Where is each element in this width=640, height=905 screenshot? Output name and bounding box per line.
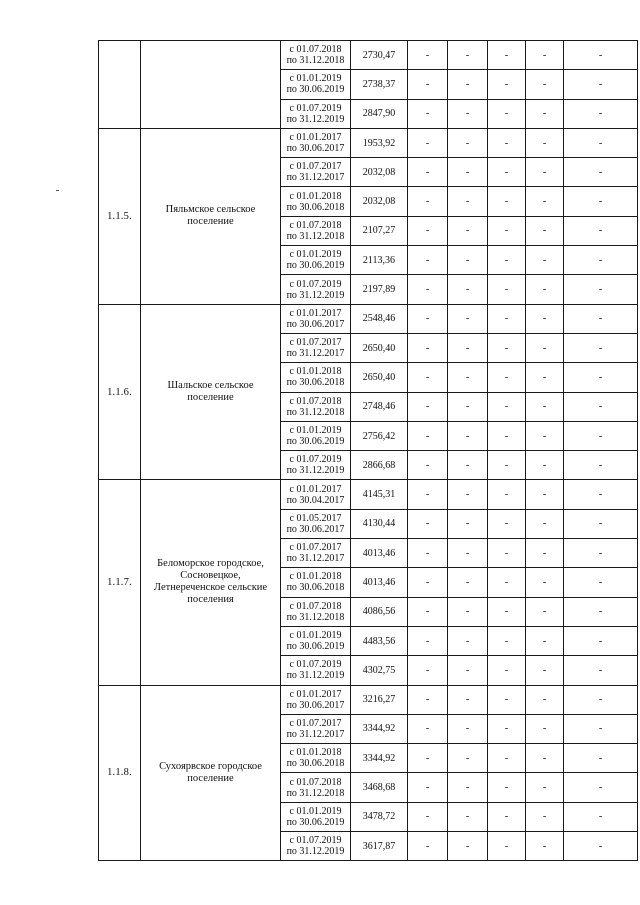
empty-value-dash: - [564, 70, 638, 99]
empty-value-dash: - [488, 539, 526, 568]
table-body [99, 41, 638, 861]
period-from: с 01.01.2018 [289, 190, 342, 202]
empty-value-dash: - [408, 539, 448, 568]
period-cell [281, 597, 351, 626]
period-from: с 01.07.2018 [289, 776, 342, 788]
settlement-name-line: Пяльмское сельское [165, 204, 256, 216]
empty-value-dash: - [488, 744, 526, 773]
period-from: с 01.07.2019 [289, 835, 342, 847]
empty-value-dash: - [448, 304, 488, 333]
period-cell [281, 246, 351, 275]
empty-value-dash: - [408, 451, 448, 480]
empty-value-dash: - [526, 158, 564, 187]
empty-value-dash: - [448, 41, 488, 70]
tariff-value: 3478,72 [351, 802, 408, 831]
empty-value-dash: - [408, 480, 448, 509]
empty-value-dash: - [408, 597, 448, 626]
empty-value-dash: - [408, 275, 448, 304]
period-from: с 01.01.2019 [289, 73, 342, 85]
period-to: по 30.06.2017 [286, 143, 345, 155]
empty-value-dash: - [564, 773, 638, 802]
empty-value-dash: - [564, 685, 638, 714]
empty-value-dash: - [448, 246, 488, 275]
empty-value-dash: - [408, 802, 448, 831]
empty-value-dash: - [564, 832, 638, 861]
tariff-value: 3468,68 [351, 773, 408, 802]
empty-value-dash: - [526, 41, 564, 70]
settlement-name-line: Сухоярвское городское [159, 760, 262, 772]
period-from: с 01.01.2019 [289, 249, 342, 261]
empty-value-dash: - [408, 99, 448, 128]
empty-value-dash: - [526, 509, 564, 538]
empty-value-dash: - [408, 333, 448, 362]
empty-value-dash: - [564, 421, 638, 450]
empty-value-dash: - [448, 216, 488, 245]
period-cell [281, 802, 351, 831]
tariff-value: 4013,46 [351, 568, 408, 597]
period-to: по 31.12.2019 [286, 289, 345, 301]
empty-value-dash: - [526, 392, 564, 421]
period-cell [281, 509, 351, 538]
empty-value-dash: - [564, 392, 638, 421]
table-row [99, 480, 638, 509]
empty-value-dash: - [526, 714, 564, 743]
table-row [99, 41, 638, 70]
tariff-value: 2730,47 [351, 41, 408, 70]
empty-value-dash: - [488, 568, 526, 597]
tariff-value: 2847,90 [351, 99, 408, 128]
empty-value-dash: - [564, 246, 638, 275]
period-cell [281, 568, 351, 597]
tariff-value: 4302,75 [351, 656, 408, 685]
scan-mark [56, 190, 59, 191]
empty-value-dash: - [408, 568, 448, 597]
empty-value-dash: - [526, 539, 564, 568]
period-cell [281, 421, 351, 450]
period-cell [281, 832, 351, 861]
period-cell [281, 99, 351, 128]
tariff-value: 2748,46 [351, 392, 408, 421]
empty-value-dash: - [526, 656, 564, 685]
period-from: с 01.01.2019 [289, 425, 342, 436]
empty-value-dash: - [488, 714, 526, 743]
period-cell [281, 714, 351, 743]
settlement-name-line: Летнереченское сельские [153, 582, 268, 594]
period-from: с 01.01.2018 [289, 366, 342, 378]
empty-value-dash: - [448, 714, 488, 743]
period-cell [281, 773, 351, 802]
period-from: с 01.07.2017 [289, 717, 342, 729]
period-to: по 31.12.2019 [286, 846, 345, 858]
period-to: по 31.12.2017 [286, 172, 345, 184]
empty-value-dash: - [408, 509, 448, 538]
empty-value-dash: - [448, 773, 488, 802]
period-to: по 31.12.2018 [286, 406, 345, 418]
settlement-name-line: Беломорское городское, [157, 558, 264, 570]
table-row [99, 128, 638, 157]
period-from: с 01.07.2018 [289, 44, 342, 56]
empty-value-dash: - [564, 275, 638, 304]
tariff-table [98, 40, 638, 861]
empty-value-dash: - [408, 128, 448, 157]
period-from: с 01.01.2017 [289, 688, 342, 700]
period-to: по 30.06.2019 [286, 260, 345, 272]
empty-value-dash: - [564, 656, 638, 685]
empty-value-dash: - [564, 451, 638, 480]
period-to: по 30.06.2019 [286, 816, 345, 828]
empty-value-dash: - [564, 216, 638, 245]
empty-value-dash: - [408, 685, 448, 714]
period-to: по 31.12.2019 [286, 465, 345, 477]
tariff-value: 3216,27 [351, 685, 408, 714]
settlement-name [141, 41, 281, 129]
settlement-name-line: Сосновецкое, [180, 570, 241, 582]
empty-value-dash: - [408, 392, 448, 421]
empty-value-dash: - [488, 392, 526, 421]
empty-value-dash: - [526, 744, 564, 773]
empty-value-dash: - [488, 128, 526, 157]
period-from: с 01.01.2017 [289, 307, 342, 319]
empty-value-dash: - [488, 773, 526, 802]
period-cell [281, 187, 351, 216]
period-from: с 01.07.2018 [289, 600, 342, 612]
empty-value-dash: - [488, 99, 526, 128]
empty-value-dash: - [448, 187, 488, 216]
tariff-value: 2107,27 [351, 216, 408, 245]
settlement-name [141, 304, 281, 480]
period-to: по 31.12.2019 [286, 113, 345, 125]
table-row [99, 304, 638, 333]
empty-value-dash: - [526, 421, 564, 450]
empty-value-dash: - [408, 158, 448, 187]
tariff-value: 2113,36 [351, 246, 408, 275]
empty-value-dash: - [526, 480, 564, 509]
empty-value-dash: - [526, 275, 564, 304]
settlement-name [141, 128, 281, 304]
empty-value-dash: - [564, 597, 638, 626]
empty-value-dash: - [526, 216, 564, 245]
item-number [99, 41, 141, 129]
period-to: по 30.06.2018 [286, 758, 345, 770]
period-from: с 01.01.2018 [289, 747, 342, 759]
period-from: с 01.07.2019 [289, 454, 342, 466]
period-cell [281, 685, 351, 714]
empty-value-dash: - [408, 41, 448, 70]
empty-value-dash: - [488, 246, 526, 275]
tariff-value: 2866,68 [351, 451, 408, 480]
empty-value-dash: - [448, 480, 488, 509]
settlement-name-line: поселение [187, 216, 234, 228]
empty-value-dash: - [526, 128, 564, 157]
tariff-value: 2738,37 [351, 70, 408, 99]
empty-value-dash: - [408, 246, 448, 275]
period-from: с 01.07.2017 [289, 542, 342, 554]
empty-value-dash: - [488, 421, 526, 450]
settlement-name [141, 685, 281, 861]
period-to: по 30.06.2019 [286, 84, 345, 96]
empty-value-dash: - [564, 802, 638, 831]
empty-value-dash: - [564, 41, 638, 70]
period-cell [281, 128, 351, 157]
period-to: по 30.06.2017 [286, 699, 345, 711]
settlement-name-line: Шальское сельское [167, 380, 254, 392]
period-from: с 01.07.2017 [289, 337, 342, 349]
empty-value-dash: - [448, 656, 488, 685]
empty-value-dash: - [408, 363, 448, 392]
empty-value-dash: - [488, 41, 526, 70]
empty-value-dash: - [408, 773, 448, 802]
empty-value-dash: - [408, 744, 448, 773]
empty-value-dash: - [526, 70, 564, 99]
item-number: 1.1.6. [99, 304, 141, 480]
empty-value-dash: - [488, 802, 526, 831]
period-cell [281, 392, 351, 421]
empty-value-dash: - [448, 539, 488, 568]
empty-value-dash: - [564, 714, 638, 743]
empty-value-dash: - [448, 392, 488, 421]
empty-value-dash: - [526, 832, 564, 861]
empty-value-dash: - [564, 509, 638, 538]
empty-value-dash: - [448, 802, 488, 831]
period-to: по 30.06.2019 [286, 641, 345, 653]
tariff-value: 1953,92 [351, 128, 408, 157]
period-from: с 01.07.2018 [289, 395, 342, 407]
empty-value-dash: - [488, 509, 526, 538]
period-from: с 01.07.2019 [289, 659, 342, 671]
empty-value-dash: - [488, 158, 526, 187]
period-cell [281, 626, 351, 655]
empty-value-dash: - [564, 480, 638, 509]
empty-value-dash: - [488, 275, 526, 304]
empty-value-dash: - [488, 451, 526, 480]
empty-value-dash: - [488, 626, 526, 655]
period-to: по 31.12.2018 [286, 230, 345, 242]
tariff-value: 2197,89 [351, 275, 408, 304]
settlement-name-line: поселение [187, 392, 234, 404]
tariff-value: 3344,92 [351, 744, 408, 773]
tariff-value: 2548,46 [351, 304, 408, 333]
period-from: с 01.05.2017 [289, 512, 342, 524]
empty-value-dash: - [564, 568, 638, 597]
empty-value-dash: - [488, 656, 526, 685]
empty-value-dash: - [564, 363, 638, 392]
empty-value-dash: - [408, 187, 448, 216]
period-to: по 31.12.2017 [286, 728, 345, 740]
period-to: по 31.12.2019 [286, 670, 345, 682]
empty-value-dash: - [448, 128, 488, 157]
period-to: по 31.12.2018 [286, 55, 345, 67]
empty-value-dash: - [526, 333, 564, 362]
empty-value-dash: - [448, 451, 488, 480]
empty-value-dash: - [564, 539, 638, 568]
empty-value-dash: - [564, 304, 638, 333]
empty-value-dash: - [564, 744, 638, 773]
tariff-value: 2032,08 [351, 158, 408, 187]
tariff-value: 4130,44 [351, 509, 408, 538]
empty-value-dash: - [564, 333, 638, 362]
period-from: с 01.01.2019 [289, 630, 342, 642]
empty-value-dash: - [564, 99, 638, 128]
empty-value-dash: - [488, 304, 526, 333]
table-row [99, 685, 638, 714]
tariff-value: 4013,46 [351, 539, 408, 568]
period-to: по 30.06.2018 [286, 377, 345, 389]
empty-value-dash: - [488, 480, 526, 509]
item-number: 1.1.5. [99, 128, 141, 304]
empty-value-dash: - [526, 363, 564, 392]
period-to: по 31.12.2017 [286, 348, 345, 360]
empty-value-dash: - [448, 568, 488, 597]
empty-value-dash: - [408, 421, 448, 450]
period-to: по 31.12.2018 [286, 611, 345, 623]
empty-value-dash: - [488, 832, 526, 861]
empty-value-dash: - [448, 597, 488, 626]
empty-value-dash: - [448, 421, 488, 450]
period-to: по 31.12.2017 [286, 553, 345, 565]
empty-value-dash: - [488, 70, 526, 99]
empty-value-dash: - [408, 70, 448, 99]
period-from: с 01.01.2018 [289, 571, 342, 583]
tariff-value: 2032,08 [351, 187, 408, 216]
period-to: по 30.06.2018 [286, 582, 345, 594]
empty-value-dash: - [448, 333, 488, 362]
settlement-name-line: поселения [187, 594, 234, 606]
empty-value-dash: - [408, 656, 448, 685]
period-cell [281, 333, 351, 362]
settlement-name-line: поселение [187, 772, 234, 784]
period-cell [281, 70, 351, 99]
empty-value-dash: - [526, 802, 564, 831]
period-to: по 30.06.2018 [286, 201, 345, 213]
empty-value-dash: - [526, 246, 564, 275]
empty-value-dash: - [448, 158, 488, 187]
empty-value-dash: - [408, 714, 448, 743]
empty-value-dash: - [448, 99, 488, 128]
empty-value-dash: - [526, 626, 564, 655]
period-cell [281, 539, 351, 568]
period-from: с 01.01.2017 [289, 132, 342, 144]
period-from: с 01.07.2018 [289, 219, 342, 231]
period-cell [281, 480, 351, 509]
empty-value-dash: - [448, 275, 488, 304]
period-from: с 01.01.2019 [289, 805, 342, 817]
empty-value-dash: - [526, 773, 564, 802]
empty-value-dash: - [564, 187, 638, 216]
empty-value-dash: - [488, 216, 526, 245]
empty-value-dash: - [564, 128, 638, 157]
empty-value-dash: - [488, 333, 526, 362]
period-to: по 30.04.2017 [286, 494, 345, 506]
empty-value-dash: - [448, 685, 488, 714]
tariff-value: 4483,56 [351, 626, 408, 655]
period-from: с 01.01.2017 [289, 483, 342, 495]
period-cell [281, 216, 351, 245]
empty-value-dash: - [526, 597, 564, 626]
tariff-value: 3617,87 [351, 832, 408, 861]
item-number: 1.1.7. [99, 480, 141, 685]
empty-value-dash: - [526, 568, 564, 597]
empty-value-dash: - [526, 685, 564, 714]
period-cell [281, 304, 351, 333]
empty-value-dash: - [564, 158, 638, 187]
settlement-name [141, 480, 281, 685]
tariff-value: 3344,92 [351, 714, 408, 743]
item-number: 1.1.8. [99, 685, 141, 861]
period-cell [281, 363, 351, 392]
empty-value-dash: - [526, 99, 564, 128]
period-to: по 30.06.2017 [286, 523, 345, 535]
empty-value-dash: - [448, 363, 488, 392]
period-cell [281, 275, 351, 304]
tariff-value: 2756,42 [351, 421, 408, 450]
period-cell [281, 41, 351, 70]
empty-value-dash: - [448, 70, 488, 99]
empty-value-dash: - [526, 187, 564, 216]
period-to: по 30.06.2019 [286, 436, 345, 447]
empty-value-dash: - [408, 626, 448, 655]
period-from: с 01.07.2017 [289, 161, 342, 173]
empty-value-dash: - [488, 685, 526, 714]
empty-value-dash: - [448, 744, 488, 773]
empty-value-dash: - [448, 509, 488, 538]
empty-value-dash: - [408, 832, 448, 861]
empty-value-dash: - [526, 451, 564, 480]
tariff-value: 4145,31 [351, 480, 408, 509]
empty-value-dash: - [488, 187, 526, 216]
empty-value-dash: - [564, 626, 638, 655]
period-to: по 31.12.2018 [286, 787, 345, 799]
empty-value-dash: - [408, 304, 448, 333]
empty-value-dash: - [408, 216, 448, 245]
period-cell [281, 158, 351, 187]
empty-value-dash: - [448, 626, 488, 655]
period-cell [281, 656, 351, 685]
period-cell [281, 744, 351, 773]
period-cell [281, 451, 351, 480]
empty-value-dash: - [488, 363, 526, 392]
empty-value-dash: - [488, 597, 526, 626]
period-from: с 01.07.2019 [289, 278, 342, 290]
tariff-value: 2650,40 [351, 363, 408, 392]
tariff-value: 2650,40 [351, 333, 408, 362]
empty-value-dash: - [448, 832, 488, 861]
tariff-value: 4086,56 [351, 597, 408, 626]
period-to: по 30.06.2017 [286, 318, 345, 330]
period-from: с 01.07.2019 [289, 102, 342, 114]
empty-value-dash: - [526, 304, 564, 333]
